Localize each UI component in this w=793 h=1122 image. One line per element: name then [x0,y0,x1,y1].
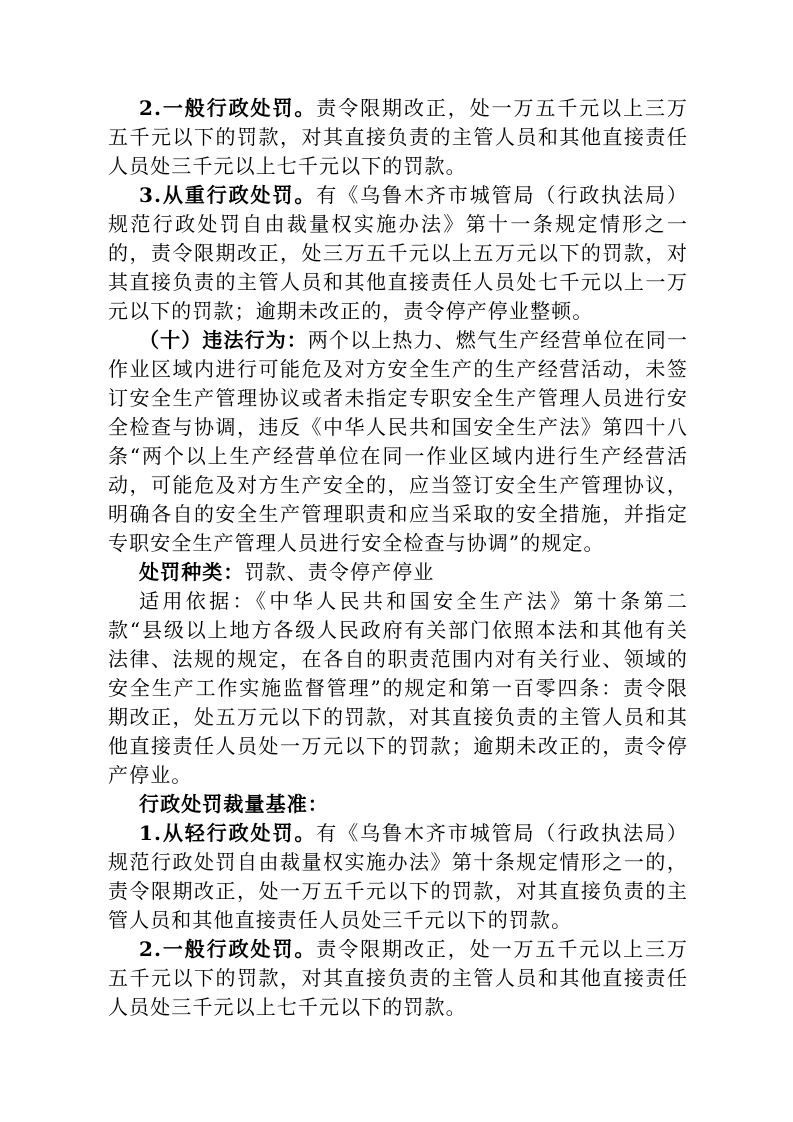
paragraph-text: 责令限期改正，处一万五千元以上三万五千元以下的罚款，对其直接负责的主管人员和其他直接责任人员处三千元以上七千元以下的罚款。 [108,96,689,178]
paragraph-text: 适用依据：《中华人民共和国安全生产法》第十条第二款“县级以上地方各级人民政府有关部门依照本法和其他有关法律、法规的规定，在各自的职责范围内对有关行业、领域的安全生产工作实施监督管理”的规定和第一百零四条：责令限期改正，处五万元以下的罚款，对其直接负责的主管人员和其他直接责任人员处一万元以下的罚款；逾期未改正的，责令停产停业。 [108,589,688,787]
paragraph-lead: 1.从轻行政处罚。 [139,821,317,845]
paragraph-penalty-type [108,558,688,587]
paragraph-lead: 2.一般行政处罚。 [139,937,317,961]
paragraph-text: 责令限期改正，处一万五千元以上三万五千元以下的罚款，对其直接负责的主管人员和其他直接责任人员处三千元以上七千元以下的罚款。 [108,937,689,1019]
paragraph-general-penalty-top [108,94,688,181]
document-page [108,94,688,1022]
paragraph-lighter-penalty [108,819,688,935]
paragraph-legal-basis [108,587,688,790]
paragraph-lead: 行政处罚裁量基准： [139,792,329,816]
paragraph-lead: 3.从重行政处罚。 [139,183,317,207]
paragraph-general-penalty-bottom [108,935,688,1022]
paragraph-text: 罚款、责令停产停业 [244,560,435,584]
paragraph-discretion-heading [108,790,688,819]
paragraph-lead: 处罚种类： [139,560,245,584]
paragraph-text: 有《乌鲁木齐市城管局（行政执法局）规范行政处罚自由裁量权实施办法》第十条规定情形之一的，责令限期改正，处一万五千元以下的罚款，对其直接负责的主管人员和其他直接责任人员处三千元以下的罚款。 [108,821,689,932]
paragraph-text: 有《乌鲁木齐市城管局（行政执法局）规范行政处罚自由裁量权实施办法》第十一条规定情形之一的，责令限期改正，处三万五千元以上五万元以下的罚款，对其直接负责的主管人员和其他直接责任人员处七千元以上一万元以下的罚款；逾期未改正的，责令停产停业整顿。 [108,183,689,323]
paragraph-lead: （十）违法行为： [139,328,308,352]
paragraph-text: 两个以上热力、燃气生产经营单位在同一作业区域内进行可能危及对方安全生产的生产经营活动，未签订安全生产管理协议或者未指定专职安全生产管理人员进行安全检查与协调，违反《中华人民共和国安全生产法》第四十八条“两个以上生产经营单位在同一作业区域内进行生产经营活动，可能危及对方生产安全的，应当签订安全生产管理协议，明确各自的安全生产管理职责和应当采取的安全措施，并指定专职安全生产管理人员进行安全检查与协调”的规定。 [108,328,688,555]
paragraph-violation-ten [108,326,688,558]
paragraph-lead: 2.一般行政处罚。 [139,96,317,120]
paragraph-heavier-penalty [108,181,688,326]
